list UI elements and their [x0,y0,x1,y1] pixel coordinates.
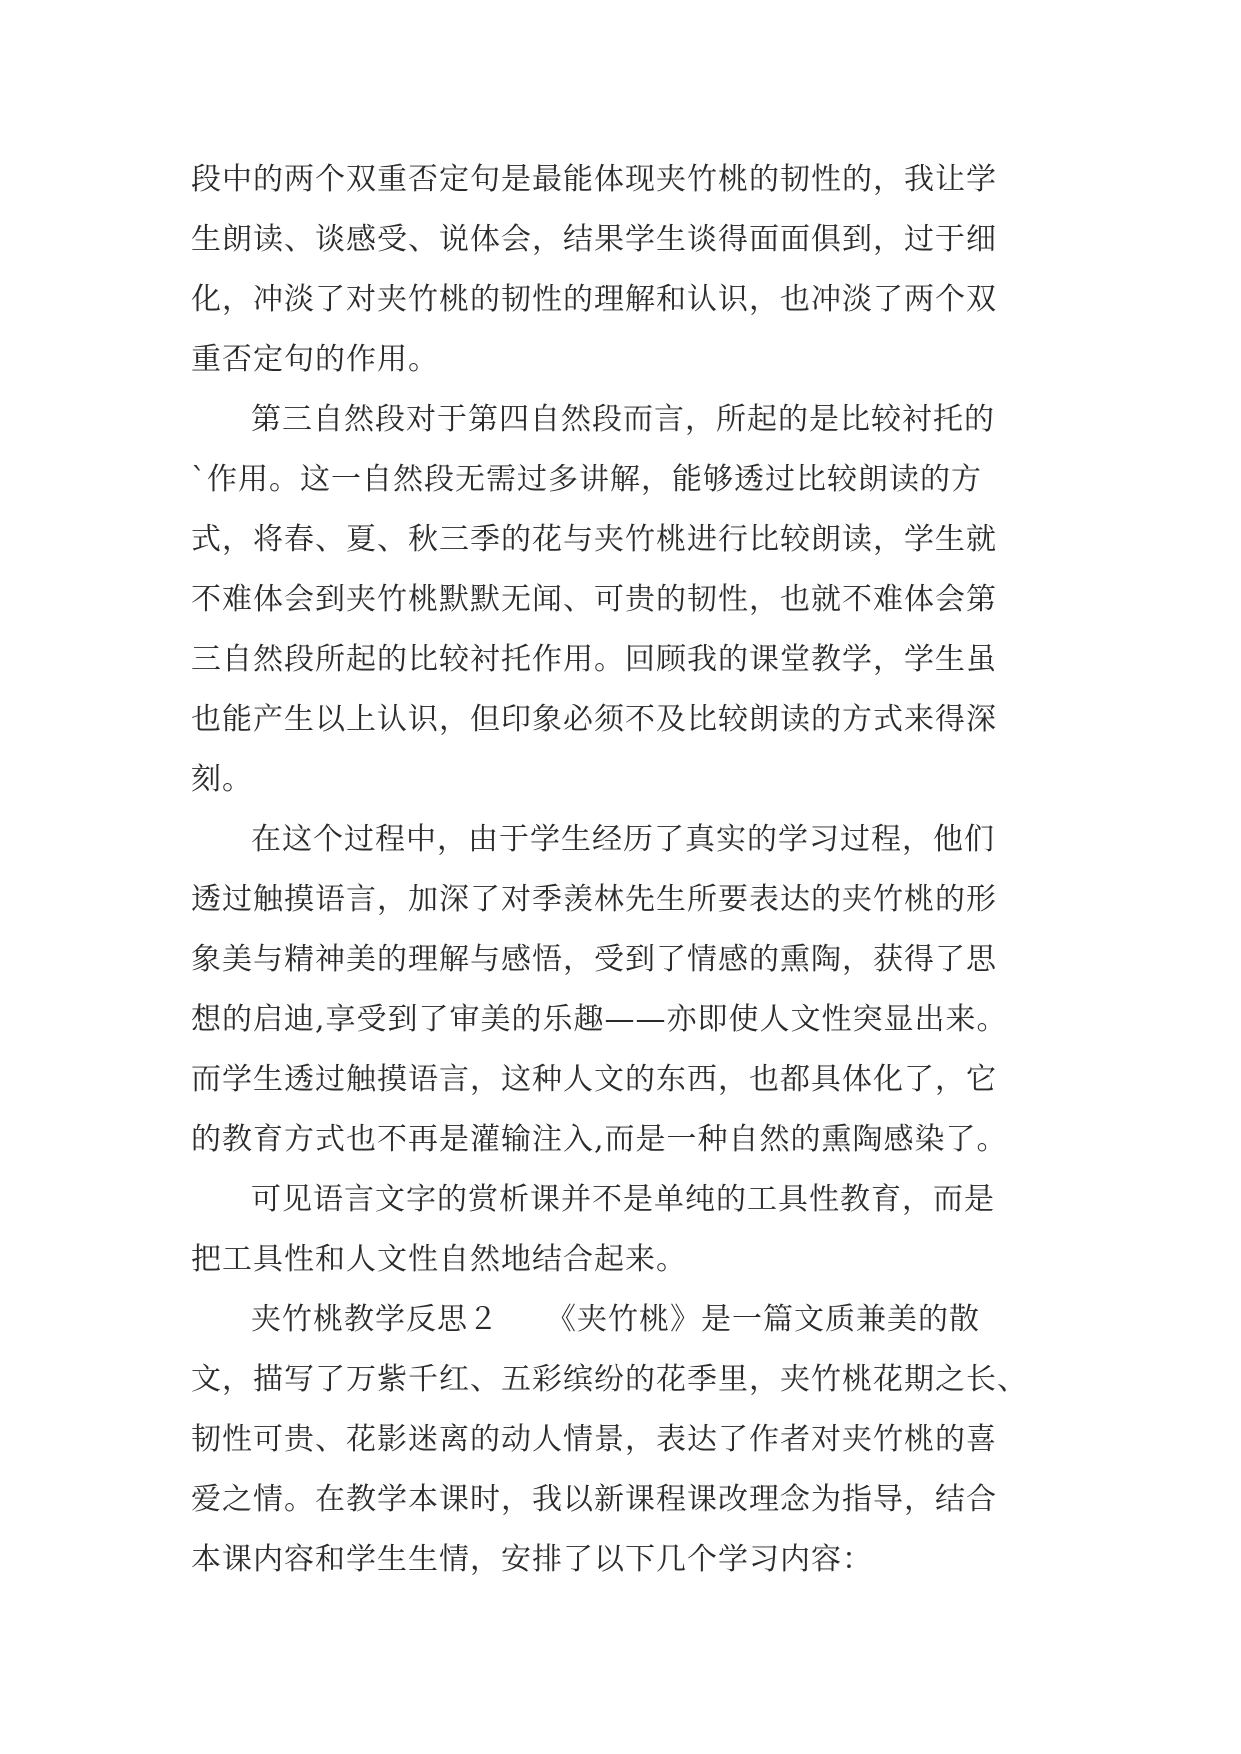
text-line: 可见语言文字的赏析课并不是单纯的工具性教育，而是 [251,1182,995,1217]
paragraph-3 [191,810,1053,1170]
text-line: 段中的两个双重否定句是最能体现夹竹桃的韧性的，我让学 [191,162,997,197]
text-line: 也能产生以上认识，但印象必须不及比较朗读的方式来得深 [191,702,997,737]
text-line: 夹竹桃教学反思２ 《夹竹桃》是一篇文质兼美的散 [251,1302,980,1337]
text-line: 化，冲淡了对夹竹桃的韧性的理解和认识，也冲淡了两个双 [191,282,997,317]
text-line: 刻。 [191,762,253,797]
text-line: 文，描写了万紫千红、五彩缤纷的花季里，夹竹桃花期之长、 [191,1362,1028,1397]
text-line: 韧性可贵、花影迷离的动人情景，表达了作者对夹竹桃的喜 [191,1422,997,1457]
text-line: 不难体会到夹竹桃默默无闻、可贵的韧性，也就不难体会第 [191,582,997,617]
text-line: 的教育方式也不再是灌输注入,而是一种自然的熏陶感染了。 [191,1122,1008,1157]
text-line: 把工具性和人文性自然地结合起来。 [191,1242,687,1277]
paragraph-5 [191,1290,1053,1590]
text-line: 爱之情。在教学本课时，我以新课程课改理念为指导，结合 [191,1482,997,1517]
text-line: 第三自然段对于第四自然段而言，所起的是比较衬托的 [251,402,995,437]
text-line: 在这个过程中，由于学生经历了真实的学习过程，他们 [251,822,995,857]
text-line: 象美与精神美的理解与感悟，受到了情感的熏陶，获得了思 [191,942,997,977]
text-line: 本课内容和学生生情，安排了以下几个学习内容： [191,1542,873,1577]
text-line: 生朗读、谈感受、说体会，结果学生谈得面面俱到，过于细 [191,222,997,257]
text-line: 式，将春、夏、秋三季的花与夹竹桃进行比较朗读，学生就 [191,522,997,557]
text-line: 想的启迪,享受到了审美的乐趣——亦即使人文性突显出来。 [191,1002,1008,1037]
text-line: 透过触摸语言，加深了对季羡林先生所要表达的夹竹桃的形 [191,882,997,917]
text-line: 重否定句的作用。 [191,342,439,377]
text-line: 三自然段所起的比较衬托作用。回顾我的课堂教学，学生虽 [191,642,997,677]
text-line: 而学生透过触摸语言，这种人文的东西，也都具体化了，它 [191,1062,997,1097]
paragraph-1 [191,150,1053,390]
paragraph-2 [191,390,1053,810]
paragraph-4 [191,1170,1053,1290]
document-body [191,150,1053,1590]
text-line: `作用。这一自然段无需过多讲解，能够透过比较朗读的方 [191,462,982,497]
